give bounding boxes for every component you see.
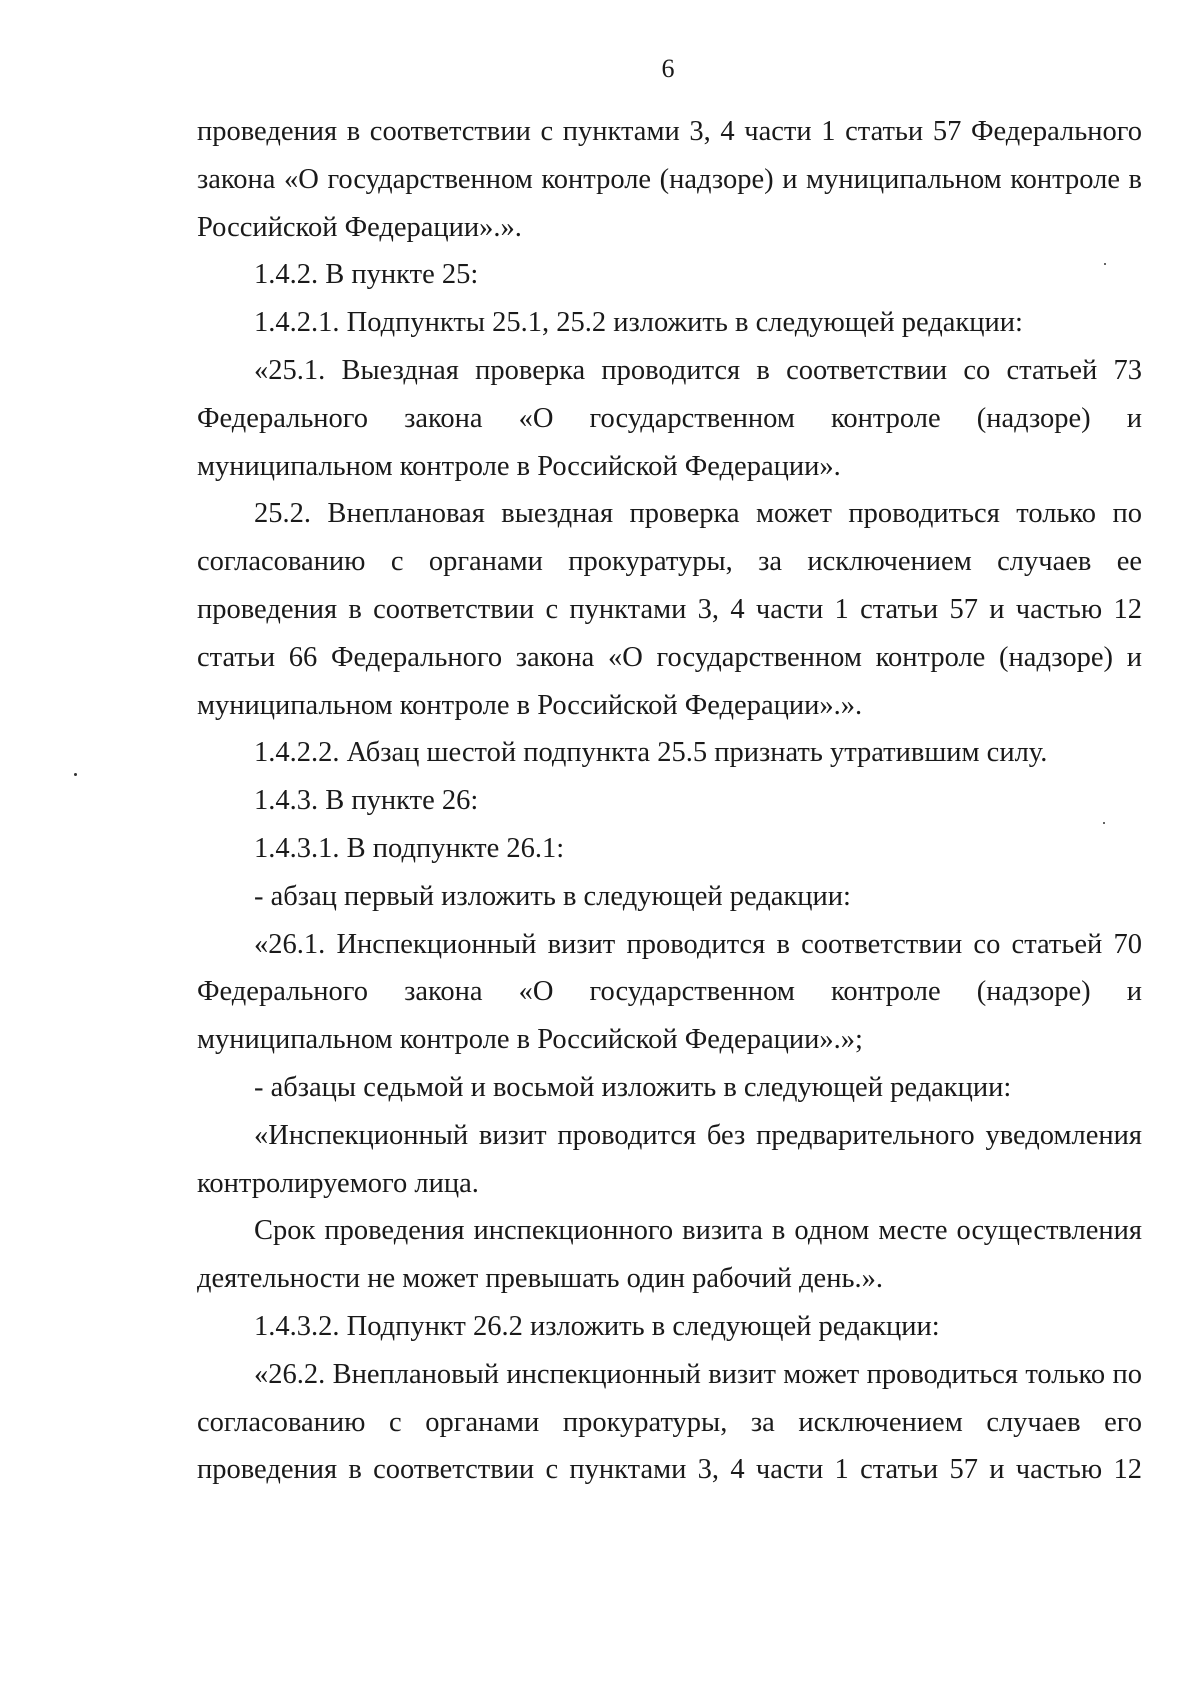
paragraph-clause-1-4-2-1: 1.4.2.1. Подпункты 25.1, 25.2 изложить в следующей редакции: xyxy=(254,307,1023,339)
document-body xyxy=(197,108,1142,1494)
paragraph-visit-duration: Срок проведения инспекционного визита в одном месте осуществления деятельности не может превышать один рабочий день.». xyxy=(197,1215,1142,1295)
paragraph-continuation: проведения в соответствии с пунктами 3, 4 части 1 статьи 57 Федерального закона «О государственном контроле (надзоре) и муниципальном контроле в Российской Федерации».». xyxy=(197,116,1142,243)
paragraph-seventh-eighth-abzac: - абзацы седьмой и восьмой изложить в следующей редакции: xyxy=(254,1071,1012,1103)
paragraph-clause-1-4-3: 1.4.3. В пункте 26: xyxy=(254,785,479,817)
paragraph-clause-1-4-2-2: 1.4.2.2. Абзац шестой подпункта 25.5 признать утратившим силу. xyxy=(254,737,1048,769)
paragraph-clause-1-4-2: 1.4.2. В пункте 25: xyxy=(254,259,479,291)
paragraph-first-abzac: - абзац первый изложить в следующей редакции: xyxy=(254,880,851,912)
scan-speck xyxy=(1104,263,1106,265)
paragraph-item-25-1: «25.1. Выездная проверка проводится в соответствии со статьей 73 Федерального закона «О государственном контроле (надзоре) и муниципальном контроле в Российской Федерации». xyxy=(197,354,1142,482)
paragraph-clause-1-4-3-1: 1.4.3.1. В подпункте 26.1: xyxy=(254,832,565,864)
page-number: 6 xyxy=(661,54,675,83)
scan-speck xyxy=(1103,822,1105,824)
paragraph-item-25-2: 25.2. Внеплановая выездная проверка может проводиться только по согласованию с органами прокуратуры, за исключением случаев ее проведения в соответствии с пунктами 3, 4 части 1 статьи 57 и частью 12 статьи 66 Федерального закона «О государственном контроле (надзоре) и муниципальном контроле в Российской Федерации».». xyxy=(197,498,1142,721)
paragraph-inspection-visit: «Инспекционный визит проводится без предварительного уведомления контролируемого лица. xyxy=(197,1119,1142,1199)
scan-speck xyxy=(74,773,77,776)
paragraph-item-26-2: «26.2. Внеплановый инспекционный визит может проводиться только по согласованию с органами прокуратуры, за исключением случаев его проведения в соответствии с пунктами 3, 4 части 1 статьи 57 и частью 12 xyxy=(197,1358,1142,1486)
paragraph-clause-1-4-3-2: 1.4.3.2. Подпункт 26.2 изложить в следующей редакции: xyxy=(254,1310,940,1342)
paragraph-item-26-1: «26.1. Инспекционный визит проводится в соответствии со статьей 70 Федерального закона «О государственном контроле (надзоре) и муниципальном контроле в Российской Федерации».»; xyxy=(197,928,1142,1056)
